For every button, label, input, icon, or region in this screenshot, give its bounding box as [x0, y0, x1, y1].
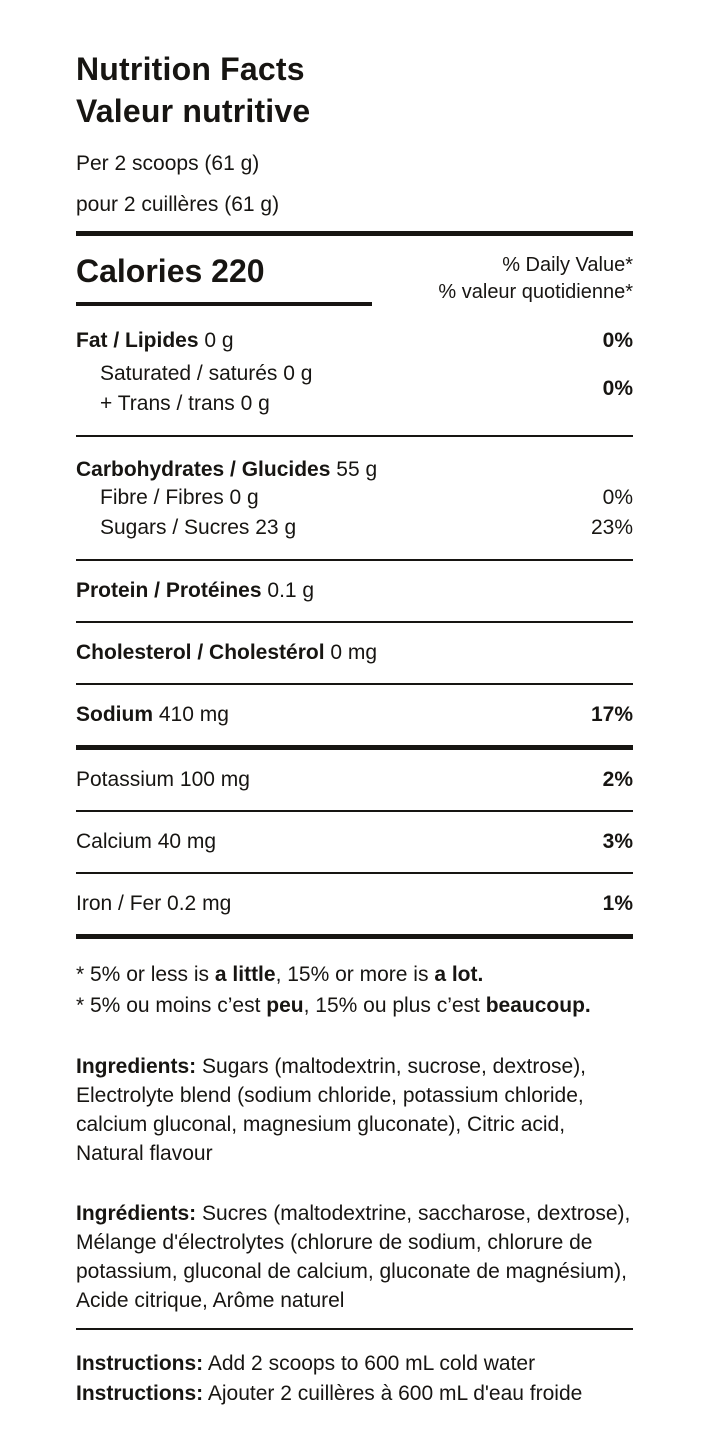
iron-label: Iron / Fer 0.2 mg	[76, 892, 232, 915]
nutrient-row-sugars	[76, 513, 633, 543]
ingredients-label-french: Ingrédients:	[76, 1202, 197, 1225]
fat-label: Fat / Lipides 0 g	[76, 329, 234, 352]
footnote-french: * 5% ou moins c’est peu, 15% ou plus c’est beaucoup.	[76, 994, 591, 1017]
nutrient-row-cholesterol	[76, 623, 633, 683]
iron-daily-value: 1%	[602, 892, 633, 915]
sodium-daily-value: 17%	[590, 703, 633, 726]
saturated-trans-group	[76, 359, 633, 419]
nutrient-row-carbohydrates	[76, 457, 633, 483]
sugars-label: Sugars / Sucres 23 g	[100, 516, 297, 539]
carbohydrates-label: Carbohydrates / Glucides 55 g	[76, 458, 378, 481]
nutrient-row-protein	[76, 561, 633, 621]
fat-block	[76, 306, 633, 435]
title-french: Valeur nutritive	[76, 93, 311, 129]
fat-daily-value: 0%	[602, 329, 633, 352]
serving-size-french: pour 2 cuillères (61 g)	[76, 193, 280, 216]
ingredients-text-english: Sugars (maltodextrin, sucrose, dextrose), Electrolyte blend (sodium chloride, potassium chloride, calcium gluconal, magnesium gluconate), Citric acid, Natural flavour	[76, 1055, 587, 1165]
daily-value-header	[438, 249, 633, 306]
calories-section	[76, 236, 633, 306]
nutrient-row-sodium	[76, 685, 633, 745]
trans-fat-label: + Trans / trans 0 g	[100, 392, 270, 415]
ingredients-text-french: Sucres (maltodextrine, saccharose, dextrose), Mélange d'électrolytes (chlorure de sodium, chlorure de potassium, gluconal de calcium, gluconate de magnésium), Acide citrique, Arôme naturel	[76, 1202, 631, 1312]
instructions-block	[76, 1349, 633, 1409]
saturated-trans-daily-value: 0%	[602, 377, 633, 400]
calcium-daily-value: 3%	[602, 830, 633, 853]
nutrient-row-iron	[76, 874, 633, 934]
nutrient-row-calcium	[76, 812, 633, 872]
ingredients-label-english: Ingredients:	[76, 1055, 197, 1078]
protein-label: Protein / Protéines 0.1 g	[76, 579, 315, 602]
divider-before-instructions	[76, 1328, 633, 1330]
footnote-english: * 5% or less is a little, 15% or more is a lot.	[76, 963, 484, 986]
cholesterol-label: Cholesterol / Cholestérol 0 mg	[76, 641, 378, 664]
potassium-label: Potassium 100 mg	[76, 768, 250, 791]
fibre-daily-value: 0%	[602, 486, 633, 509]
daily-value-header-french: % valeur quotidienne*	[438, 281, 633, 303]
saturated-fat-label: Saturated / saturés 0 g	[100, 362, 313, 385]
saturated-trans-lines	[76, 359, 312, 419]
potassium-daily-value: 2%	[602, 768, 633, 791]
daily-value-footnote	[76, 939, 633, 1021]
calories-heading: Calories 220	[76, 249, 372, 306]
nutrient-row-potassium	[76, 750, 633, 810]
ingredients-english	[76, 1052, 633, 1168]
calcium-label: Calcium 40 mg	[76, 830, 217, 853]
sugars-daily-value: 23%	[590, 516, 633, 539]
ingredients-french	[76, 1199, 633, 1315]
nutrient-row-fibre	[76, 483, 633, 513]
title-english: Nutrition Facts	[76, 51, 305, 87]
nutrient-row-fat	[76, 328, 633, 354]
sodium-label: Sodium 410 mg	[76, 703, 229, 726]
carbohydrates-block	[76, 437, 633, 559]
fibre-label: Fibre / Fibres 0 g	[100, 486, 259, 509]
instructions-french: Instructions: Ajouter 2 cuillères à 600 mL d'eau froide	[76, 1382, 583, 1405]
daily-value-header-english: % Daily Value*	[502, 254, 633, 276]
serving-size-english: Per 2 scoops (61 g)	[76, 152, 260, 175]
instructions-english: Instructions: Add 2 scoops to 600 mL cold water	[76, 1352, 536, 1375]
